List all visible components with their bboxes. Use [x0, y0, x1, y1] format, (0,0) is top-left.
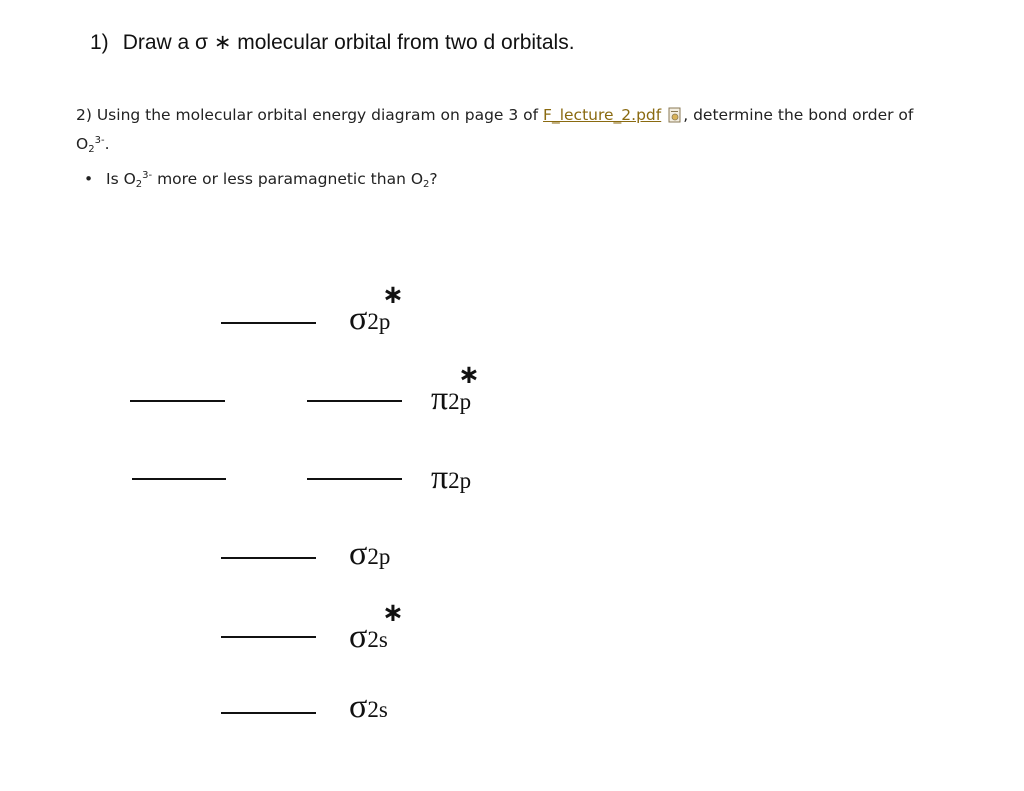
level-line-pi-2p-left [132, 478, 226, 480]
bullet-item-paramagnetic: • Is $O_2^{3-}$ more or less paramagnetic than $O_2$? [84, 170, 438, 190]
level-line-sigma-star-2p [221, 322, 316, 324]
level-line-sigma-2p [221, 557, 316, 559]
label-sigma-star-2p: σ2p ∗ [349, 280, 404, 337]
question-1-text: Draw a σ ∗ molecular orbital from two d orbitals. [122, 31, 575, 54]
question-2-text-before: 2) Using the molecular orbital energy diagram on page 3 of [76, 106, 544, 124]
level-line-pi-2p-right [307, 478, 402, 480]
question-2-text-after: , determine the bond order of [683, 106, 914, 124]
level-line-sigma-2s [221, 712, 316, 714]
level-line-pi-star-2p-left [130, 400, 225, 402]
bullet-dot: • [84, 170, 94, 188]
ion-formula: $O_2^{3-}$. [76, 135, 110, 155]
label-sigma-2p: σ2p [349, 535, 391, 572]
label-pi-2p: π2p [431, 459, 472, 496]
label-sigma-2s: σ2s [349, 688, 388, 725]
label-pi-star-2p: π2p ∗ [431, 360, 480, 417]
level-line-sigma-star-2s [221, 636, 316, 638]
question-1-number: 1) [90, 31, 109, 54]
level-line-pi-star-2p-right [307, 400, 402, 402]
label-sigma-star-2s: σ2s ∗ [349, 598, 404, 655]
lecture-pdf-link[interactable]: F_lecture_2.pdf [543, 106, 662, 124]
